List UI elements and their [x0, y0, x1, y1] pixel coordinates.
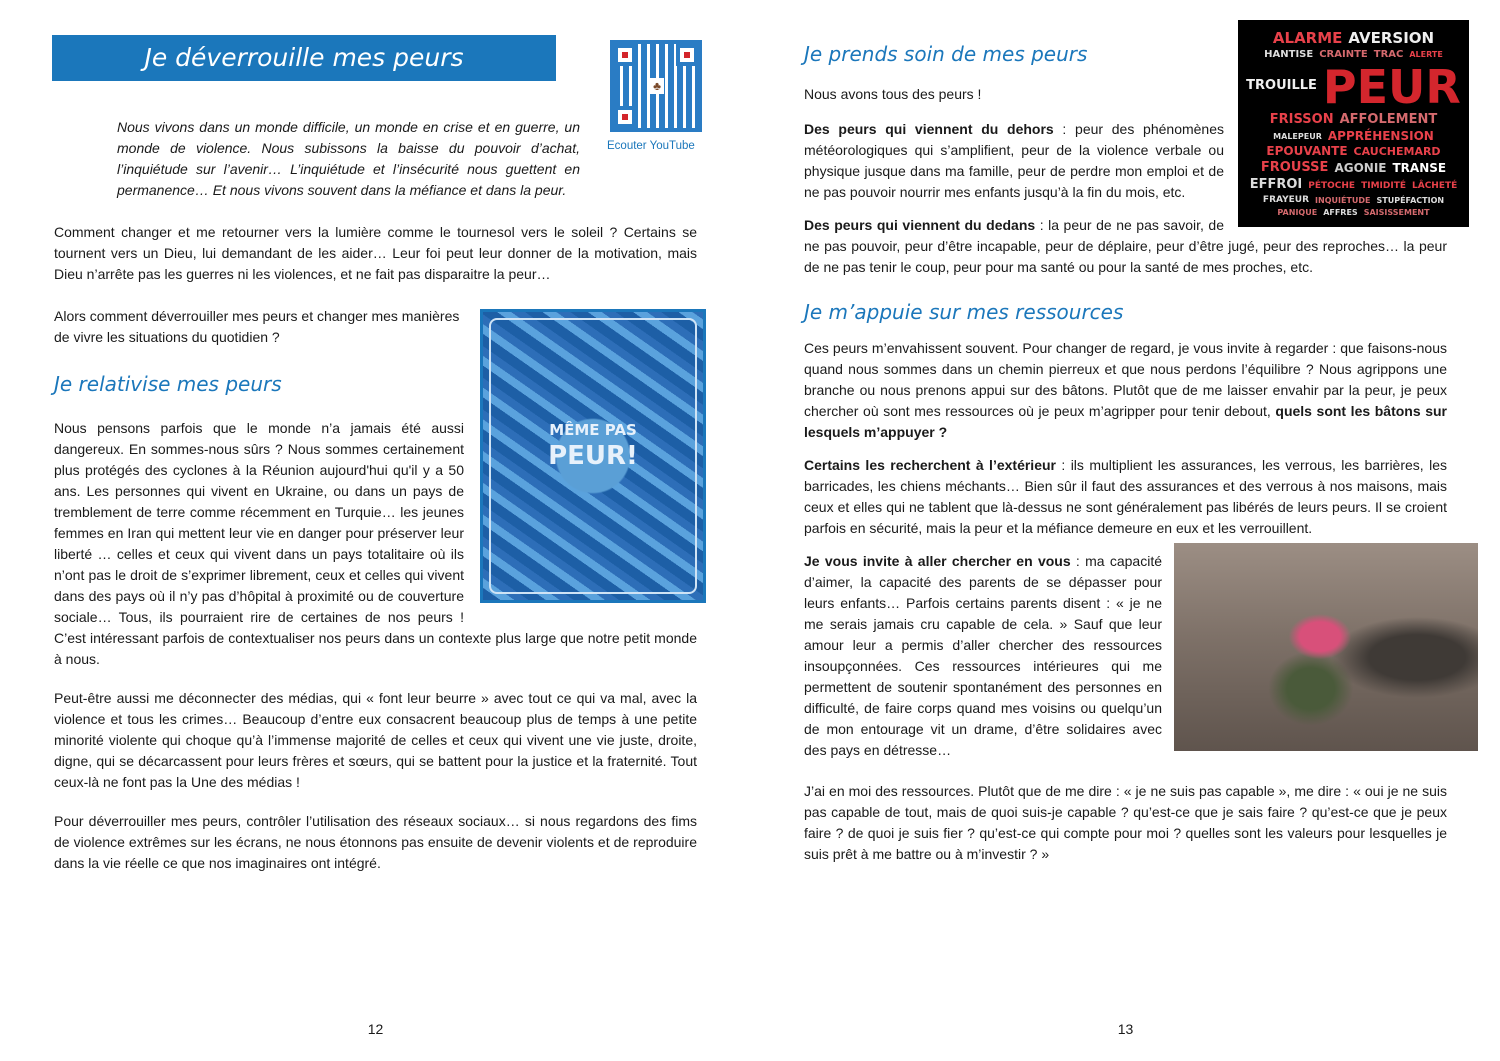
word-cloud-word: CAUCHEMARD [1353, 145, 1441, 159]
word-cloud-word: FRISSON [1269, 111, 1334, 127]
bold-lead: Des peurs qui viennent du dedans [804, 217, 1036, 233]
word-cloud-word: CRAINTE [1319, 49, 1368, 61]
word-cloud-word: TIMIDITÉ [1361, 180, 1406, 191]
paragraph: Comment changer et me retourner vers la lumière comme le tournesol vers le soleil ? Certains se tournent vers un Dieu, lui demandant de les aider… Leur foi peut leur donner de la motivation, mais Dieu n’arrête pas les guerres ni les violences, et ne fait pas disparaitre la peur… [54, 224, 697, 282]
paragraph: Alors comment déverrouiller mes peurs et changer mes manières de vivre les situations du quotidien ? [54, 308, 460, 345]
word-cloud-word: FRAYEUR [1262, 195, 1310, 206]
word-cloud-word: PÉTOCHE [1308, 180, 1356, 191]
section-heading: Je relativise mes peurs [54, 372, 282, 396]
word-cloud-word: HANTISE [1264, 49, 1314, 61]
qr-finder [614, 106, 636, 128]
right-column [804, 0, 1461, 865]
paragraph-text: : peur des phénomènes météorologiques qui s’amplifient, peur de la violence verbale ou physique jusque dans ma famille, peur de perdre mon emploi et de ne pas pouvoir nourrir mes enfants jusqu’à la fin du mois, etc. [804, 121, 1225, 200]
bold-lead: Certains les recherchent à l’extérieur [804, 457, 1056, 473]
qr-finder [676, 44, 698, 66]
qr-code[interactable] [610, 40, 702, 132]
word-cloud-word: ALERTE [1409, 50, 1443, 60]
tree-icon: ♣ [650, 78, 664, 94]
paragraph: J’ai en moi des ressources. Plutôt que de me dire : « je ne suis pas capable », me dire : « oui je ne suis pas capable de tout, mais de quoi suis-je capable ? qu’est-ce que je sais faire ? qu’est-ce que je peux faire ? de quoi je suis fier ? qu’est-ce qui compte pour moi ? quelles sont les valeurs pour lesquelles je suis prêt à me battre ou à m’investir ? » [804, 783, 1447, 862]
left-column [54, 0, 697, 874]
word-cloud-word: FROUSSE [1260, 160, 1329, 176]
bold-lead: Des peurs qui viennent du dehors [804, 121, 1054, 137]
section-heading: Je prends soin de mes peurs [804, 42, 1088, 66]
word-cloud-word: TROUILLE [1246, 78, 1317, 94]
poster-text: PEUR! [548, 441, 638, 471]
qr-caption[interactable]: Ecouter YouTube [607, 140, 695, 152]
word-cloud-word: MALEPEUR [1273, 131, 1322, 141]
word-cloud-word: SAISISSEMENT [1363, 207, 1430, 217]
bold-text: quels sont les bâtons sur lesquels m’appuyer ? [804, 403, 1447, 440]
paragraph-text: : ils multiplient les assurances, les verrous, les barrières, les barricades, les chiens méchants… Bien sûr il faut des assurances et des verrous à nos maisons, mais ceux et elles qui ne tablent que là-dessus ne sont généralement pas libérés de leurs peurs. Il se croient parfois en sécurité, mais la peur et la méfiance demeure en eux et les verrouillent. [804, 457, 1447, 536]
word-cloud-word: AFFOLEMENT [1339, 111, 1438, 127]
word-cloud-word: INQUIÉTUDE [1315, 195, 1371, 205]
page-number: 12 [367, 1021, 384, 1037]
bold-lead: Je vous invite à aller chercher en vous [804, 553, 1071, 569]
paragraph-text: : la peur de ne pas savoir, de ne pas pouvoir, peur d’être incapable, peur de déplaire, peur d’être jugé, peur des reproches… la peur de ne pas tenir le coup, peur pour ma santé ou pour la santé de mes proches, etc. [804, 217, 1447, 275]
qr-finder [614, 44, 636, 66]
paragraph-text: : ma capacité d’aimer, la capacité des parents de se dépasser pour leurs enfants… Parfois certains parents disent : « je ne me serais jamais cru capable de cela. » Sauf que leur amour leur a permis d’aller chercher des ressources insoupçonnées. Ces ressources intérieures qui me permettent de soutenir spontanément des personnes en difficulté, de faire corps quand mes voisins ou quelqu’un de mon entourage vit un drame, d’être solidaires avec des pays en détresse… [804, 553, 1162, 758]
word-cloud-word: TRAC [1373, 49, 1404, 61]
paragraph-text: Ces peurs m’envahissent souvent. Pour changer de regard, je vous invite à regarder : que faisons-nous quand nous sommes dans un chemin pierreux et que nous perdons l’équilibre ? Nous agrippons une branche ou nous prenons appui sur des bâtons. Plutôt que de me laisser envahir par la peur, je peux chercher où sont mes ressources où je peux m’agripper pour tenir debout, [804, 340, 1447, 419]
page-number: 13 [1117, 1021, 1134, 1037]
paragraph [804, 338, 1447, 443]
page-13 [750, 0, 1500, 1061]
poster-text: MÊME PAS [549, 421, 637, 439]
paragraph: Peut-être aussi me déconnecter des médias, qui « font leur beurre » avec tout ce qui va mal, avec la violence et tous les crimes… Beaucoup d’entre eux consacrent beaucoup plus de temps à une petite minorité violente qui choque qu’à l’immense majorité de celles et ceux qui vivent une vie juste, droite, digne, qui se décarcassent pour leurs frères et sœurs, qui se battent pour la justice et la fraternité. Tout ceux-là ne font pas la Une des médias ! [54, 690, 697, 790]
page-title: Je déverrouille mes peurs [52, 35, 556, 81]
paragraph: Nous pensons parfois que le monde n’a jamais été aussi dangereux. En sommes-nous sûrs ? Nous sommes certainement plus protégés des cyclones à la Réunion aujourd'hui qu'il y a 50 ans. Les personnes qui vivent en Ukraine, ou dans un pays de tremblement de terre comme récemment en Turquie… les jeunes femmes en Iran qui mettent leur vie en danger pour préserver leur liberté … celles et ceux qui vivent dans un pays totalitaire où ils n’ont pas le droit de s’exprimer librement, ceux et celles qui vivent dans des pays où il n’y pas d’hôpital à proximité ou de couverture sociale… Tous, ils pourraient rire de certaines de nos peurs ! C’est intéressant parfois de contextualiser nos peurs dans un contexte plus large que notre petit monde à nous. [54, 420, 697, 667]
intro-text: Nous vivons dans un monde difficile, un monde en crise et en guerre, un monde de violence. Nous subissons la baisse du pouvoir d’achat, l’inquiétude sur l’avenir… L’inquiétude et l’insécurité nous guettent en permanence… Et nous vivons souvent dans la méfiance et dans la peur. [117, 119, 580, 198]
word-cloud-word: PANIQUE [1277, 207, 1318, 217]
word-cloud-word: STUPÉFACTION [1376, 195, 1445, 205]
section-heading: Je m’appuie sur mes ressources [804, 300, 1124, 324]
word-cloud-word: AFFRES [1323, 207, 1358, 217]
word-cloud-word: AVERSION [1348, 29, 1435, 47]
flower-on-rocks-photo [1174, 543, 1478, 751]
word-cloud-word: AGONIE [1334, 160, 1387, 175]
poster-caption [483, 420, 703, 472]
paragraph: Pour déverrouiller mes peurs, contrôler l’utilisation des réseaux sociaux… si nous regardons des fims de violence extrêmes sur les écrans, ne nous étonnons pas ensuite de devenir violents et de reproduire dans la vie réelle ce que nos imaginaires ont intégré. [54, 813, 697, 871]
word-cloud-word: EFFROI [1249, 177, 1303, 193]
word-cloud-word: ALARME [1272, 29, 1343, 47]
word-cloud-word: APPRÉHENSION [1327, 128, 1434, 143]
word-cloud-image [1238, 20, 1469, 227]
paragraph: Nous avons tous des peurs ! [804, 86, 982, 102]
word-cloud-word: PEUR [1322, 59, 1461, 114]
word-cloud-word: TRANSE [1392, 160, 1447, 175]
word-cloud-word: EPOUVANTE [1266, 144, 1348, 159]
word-cloud-word: LÂCHETÉ [1412, 180, 1458, 191]
shark-poster-image [480, 309, 706, 603]
paragraph [804, 455, 1447, 539]
